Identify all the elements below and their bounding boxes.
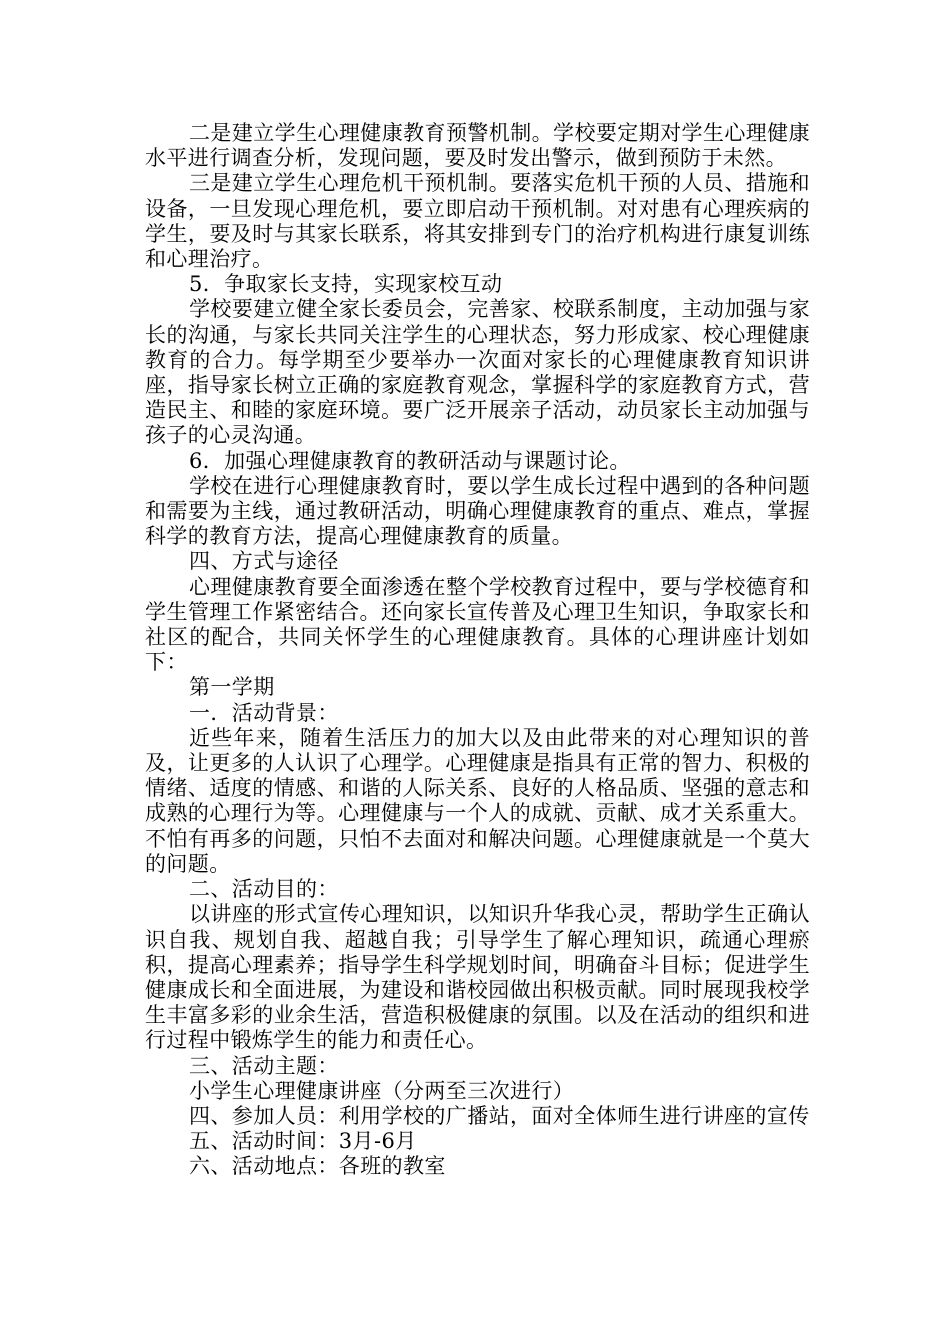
heading-activity-purpose: 二、活动目的：	[189, 877, 339, 902]
heading-teaching-research: 6．加强心理健康教育的教研活动与课题讨论。	[189, 448, 631, 473]
heading-parent-support: 5．争取家长支持，实现家校互动	[189, 272, 503, 297]
paragraph-activity-time: 五、活动时间：3月-6月	[189, 1129, 417, 1154]
paragraph-parent-committee: 学校要建立健全家长委员会，完善家、校联系制度，主动加强与家长的沟通，与家长共同关注学生的心理状态，努力形成家、校心理健康教育的合力。每学期至少要举办一次面对家长的心理健康教育知识讲座，指导家长树立正确的家庭教育观念，掌握科学的家庭教育方式，营造民主、和睦的家庭环境。要广泛开展亲子活动，动员家长主动加强与孩子的心灵沟通。	[145, 297, 810, 448]
paragraph-teaching-research: 学校在进行心理健康教育时，要以学生成长过程中遇到的各种问题和需要为主线，通过教研活动，明确心理健康教育的重点、难点，掌握科学的教育方法，提高心理健康教育的质量。	[145, 473, 810, 549]
heading-first-semester: 第一学期	[189, 675, 275, 700]
paragraph-methods: 心理健康教育要全面渗透在整个学校教育过程中，要与学校德育和学生管理工作紧密结合。还向家长宣传普及心理卫生知识，争取家长和社区的配合，共同关怀学生的心理健康教育。具体的心理讲座计划如下：	[145, 574, 810, 675]
paragraph-activity-purpose: 以讲座的形式宣传心理知识，以知识升华我心灵，帮助学生正确认识自我、规划自我、超越自我；引导学生了解心理知识，疏通心理瘀积，提高心理素养；指导学生科学规划时间，明确奋斗目标；促进学生健康成长和全面进展，为建设和谐校园做出积极贡献。同时展现我校学生丰富多彩的业余生活，营造积极健康的氛围。以及在活动的组织和进行过程中锻炼学生的能力和责任心。	[145, 902, 810, 1053]
heading-methods: 四、方式与途径	[189, 549, 339, 574]
paragraph-warning-mechanism: 二是建立学生心理健康教育预警机制。学校要定期对学生心理健康水平进行调查分析，发现问题，要及时发出警示，做到预防于未然。	[145, 121, 810, 171]
heading-activity-theme: 三、活动主题：	[189, 1053, 339, 1078]
paragraph-crisis-intervention: 三是建立学生心理危机干预机制。要落实危机干预的人员、措施和设备，一旦发现心理危机，要立即启动干预机制。对对患有心理疾病的学生，要及时与其家长联系，将其安排到专门的治疗机构进行康复训练和心理治疗。	[145, 171, 810, 272]
paragraph-activity-location: 六、活动地点：各班的教室	[189, 1154, 446, 1179]
paragraph-activity-theme: 小学生心理健康讲座（分两至三次进行）	[189, 1078, 575, 1103]
paragraph-activity-background: 近些年来，随着生活压力的加大以及由此带来的对心理知识的普及，让更多的人认识了心理学。心理健康是指具有正常的智力、积极的情绪、适度的情感、和谐的人际关系、良好的人格品质、坚强的意志和成熟的心理行为等。心理健康与一个人的成就、贡献、成才关系重大。不怕有再多的问题，只怕不去面对和解决问题。心理健康就是一个莫大的问题。	[145, 725, 810, 876]
heading-activity-background: 一．活动背景：	[189, 700, 339, 725]
paragraph-participants: 四、参加人员：利用学校的广播站，面对全体师生进行讲座的宣传	[189, 1103, 810, 1128]
document-page	[145, 121, 810, 1180]
